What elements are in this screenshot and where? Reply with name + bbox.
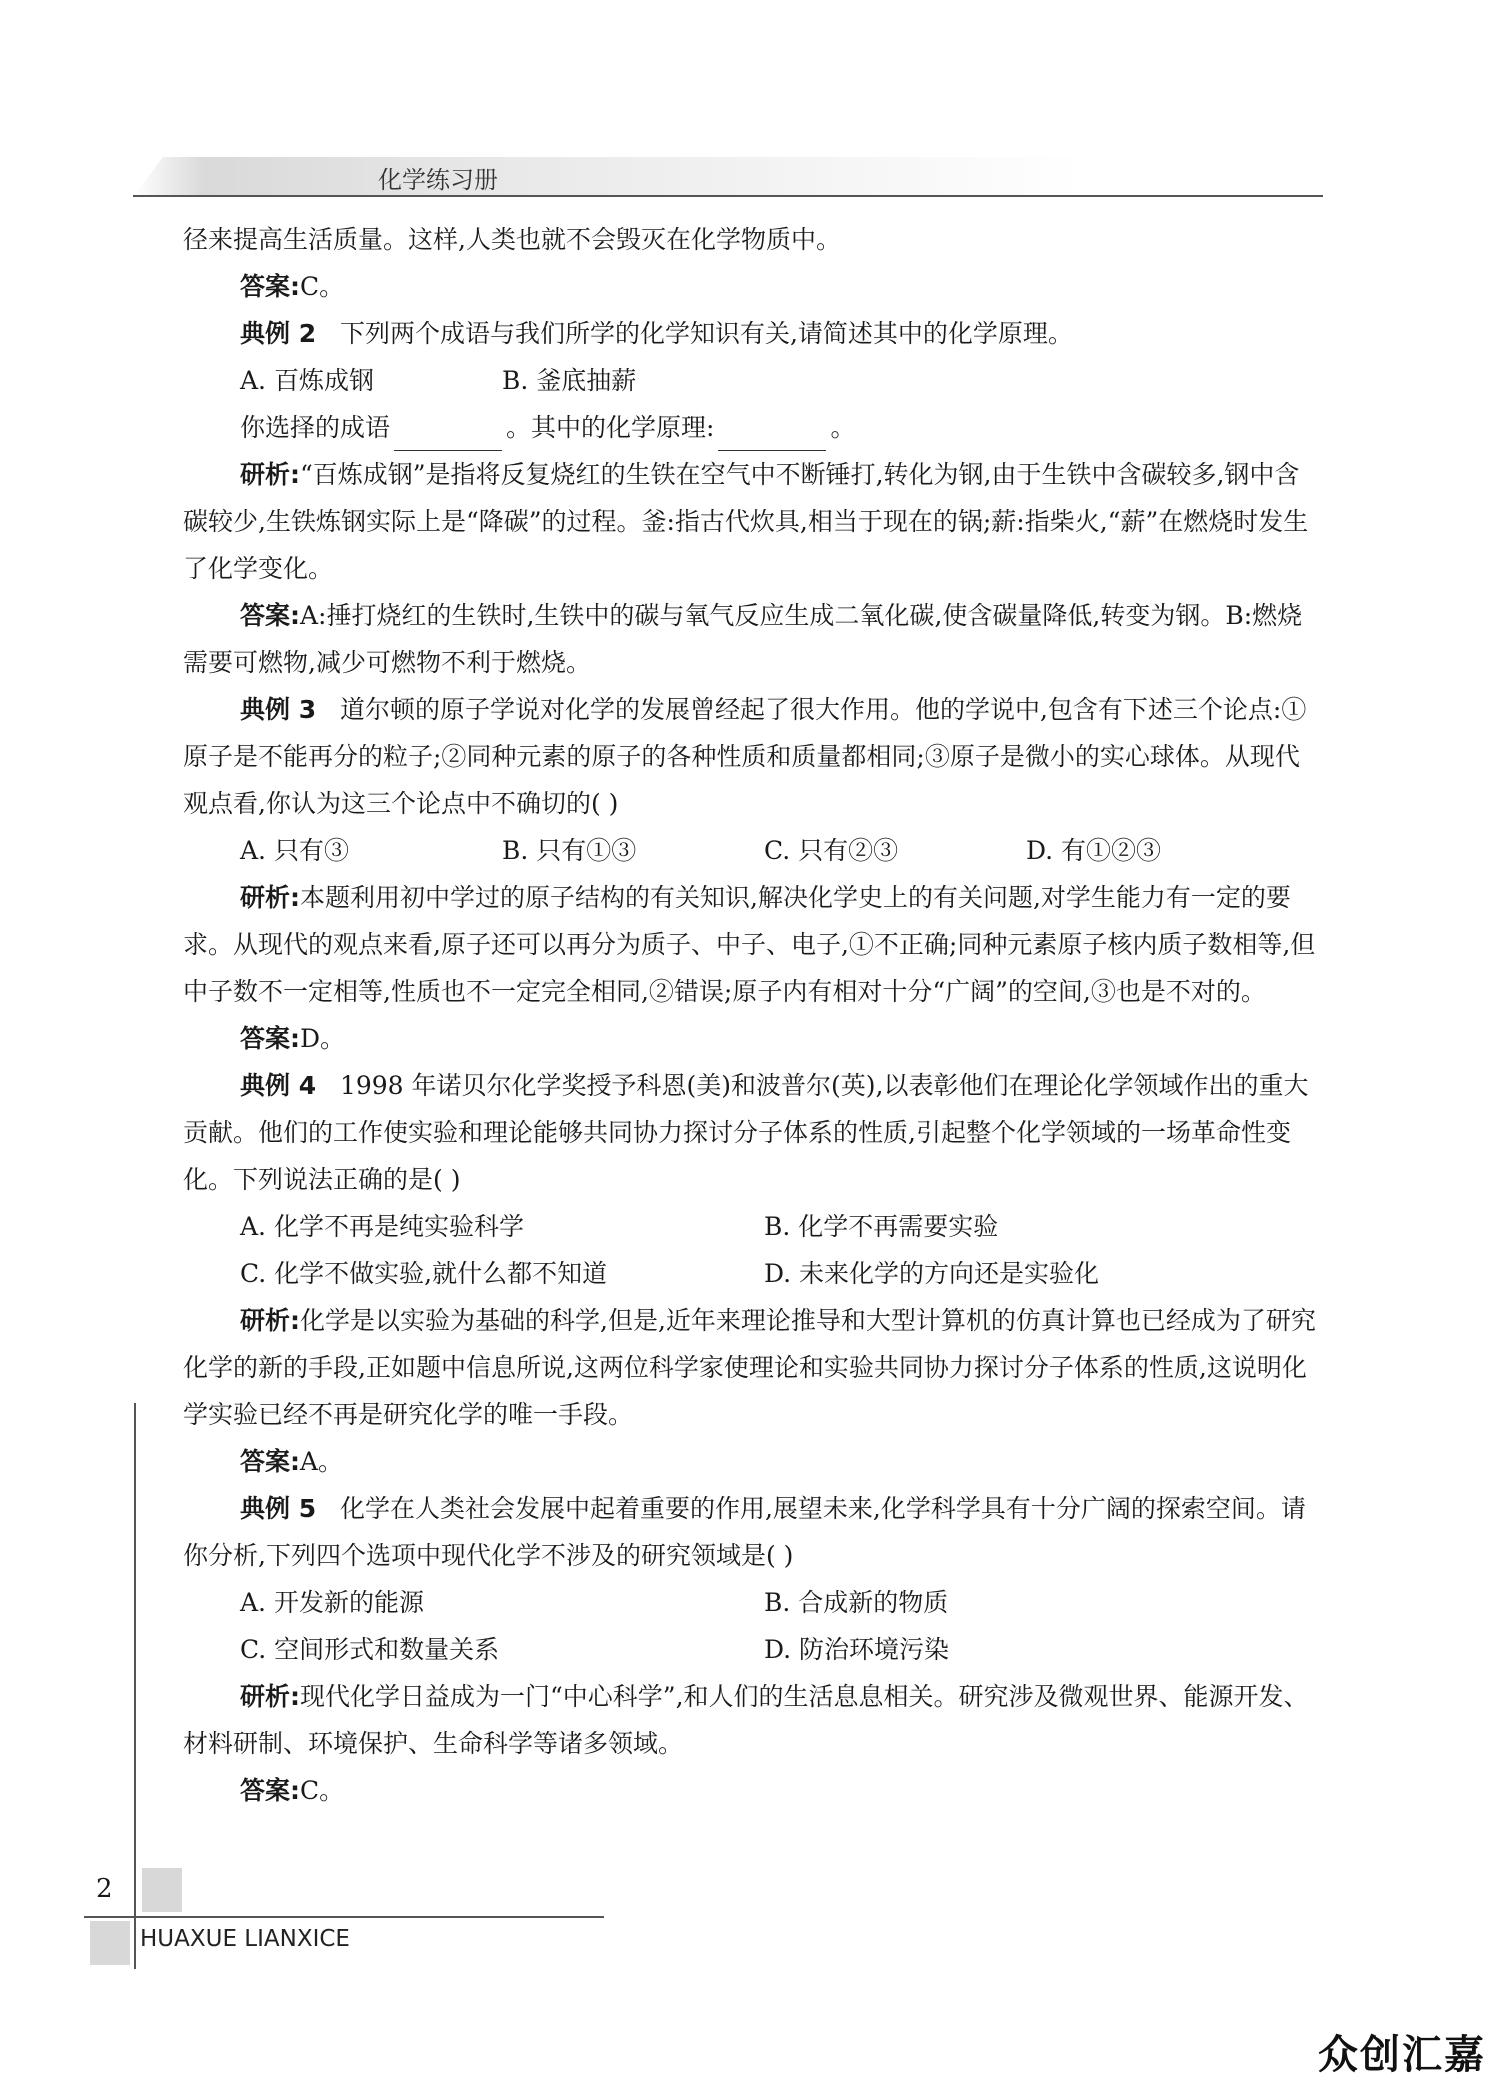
answer-4 [183,1438,1323,1485]
analysis-text: 本题利用初中学过的原子结构的有关知识,解决化学史上的有关问题,对学生能力有一定的要求。从现代的观点来看,原子还可以再分为质子、中子、电子,①不正确;同种元素原子核内质子数相等,但中子数不一定相等,性质也不一定完全相同,②错误;原子内有相对十分“广阔”的空间,③也是不对的。 [183,883,1316,1006]
option-a: A. 开发新的能源 [240,1588,424,1617]
example-3-options [183,827,1323,874]
header-band [133,157,1323,197]
option-b: B. 化学不再需要实验 [764,1212,999,1241]
option-a: A. 百炼成钢 [240,366,374,395]
example-4-options-row2 [183,1250,1323,1297]
option-b: B. 只有①③ [502,836,637,865]
page-body [183,216,1323,1814]
analysis-label: 研析: [240,1306,300,1335]
running-header-title: 化学练习册 [378,166,498,194]
example-4 [183,1062,1323,1203]
example-label: 典例 2 [240,319,317,348]
footer-rule [84,1916,604,1918]
example-label: 典例 3 [240,695,317,724]
analysis-4 [183,1297,1323,1438]
blank-principle[interactable] [718,424,826,451]
option-c: C. 只有②③ [764,836,899,865]
answer-text: A。 [300,1447,344,1476]
fill-in-line [183,404,1323,451]
footer-gray-block [142,1868,182,1912]
option-c: C. 化学不做实验,就什么都不知道 [240,1259,608,1288]
example-text: 道尔顿的原子学说对化学的发展曾经起了很大作用。他的学说中,包含有下述三个论点:①原子是不能再分的粒子;②同种元素的原子的各种性质和质量都相同;③原子是微小的实心球体。从现代观点看,你认为这三个论点中不确切的( ) [183,695,1307,818]
header-rule [133,195,1323,197]
example-label: 典例 5 [240,1494,317,1523]
example-5-options-row1 [183,1579,1323,1626]
option-a: A. 只有③ [240,836,349,865]
example-5-options-row2 [183,1626,1323,1673]
answer-1 [183,263,1323,310]
analysis-2 [183,451,1323,592]
fill-prompt-c: 。 [830,413,856,442]
answer-label: 答案: [240,1024,300,1053]
option-d: D. 防治环境污染 [764,1635,950,1664]
example-label: 典例 4 [240,1071,317,1100]
blank-idiom[interactable] [394,424,502,451]
example-text: 化学在人类社会发展中起着重要的作用,展望未来,化学科学具有十分广阔的探索空间。请你分析,下列四个选项中现代化学不涉及的研究领域是( ) [183,1494,1306,1570]
continued-paragraph: 径来提高生活质量。这样,人类也就不会毁灭在化学物质中。 [183,225,841,254]
answer-2 [183,592,1323,686]
analysis-text: 现代化学日益成为一门“中心科学”,和人们的生活息息相关。研究涉及微观世界、能源开发、材料研制、环境保护、生命科学等诸多领域。 [183,1682,1309,1758]
answer-label: 答案: [240,1447,300,1476]
answer-text: C。 [300,1776,345,1805]
analysis-label: 研析: [240,883,300,912]
analysis-text: 化学是以实验为基础的科学,但是,近年来理论推导和大型计算机的仿真计算也已经成为了研究化学的新的手段,正如题中信息所说,这两位科学家使理论和实验共同协力探讨分子体系的性质,这说明化学实验已经不再是研究化学的唯一手段。 [183,1306,1316,1429]
option-b: B. 合成新的物质 [764,1588,949,1617]
example-3 [183,686,1323,827]
option-b: B. 釜底抽薪 [502,366,637,395]
example-text: 下列两个成语与我们所学的化学知识有关,请简述其中的化学原理。 [339,319,1073,348]
example-text: 1998 年诺贝尔化学奖授予科恩(美)和波普尔(英),以表彰他们在理论化学领域作出的重大贡献。他们的工作使实验和理论能够共同协力探讨分子体系的性质,引起整个化学领域的一场革命性变化。下列说法正确的是( ) [183,1071,1309,1194]
answer-label: 答案: [240,601,300,630]
analysis-5 [183,1673,1323,1767]
example-5 [183,1485,1323,1579]
example-4-options-row1 [183,1203,1323,1250]
fill-prompt-a: 你选择的成语 [240,413,391,442]
answer-5 [183,1767,1323,1814]
answer-text: C。 [300,272,345,301]
fill-prompt-b: 。其中的化学原理: [506,413,715,442]
option-d: D. 未来化学的方向还是实验化 [764,1259,1100,1288]
page-number: 2 [96,1874,113,1904]
answer-text: A:捶打烧红的生铁时,生铁中的碳与氧气反应生成二氧化碳,使含碳量降低,转变为钢。B:燃烧需要可燃物,减少可燃物不利于燃烧。 [183,601,1303,677]
example-2-options [183,357,1323,404]
answer-label: 答案: [240,1776,300,1805]
analysis-label: 研析: [240,460,300,489]
analysis-3 [183,874,1323,1015]
series-name: HUAXUE LIANXICE [140,1926,350,1952]
margin-vertical-rule [134,1403,136,1969]
answer-label: 答案: [240,272,300,301]
analysis-text: “百炼成钢”是指将反复烧红的生铁在空气中不断锤打,转化为钢,由于生铁中含碳较多,钢中含碳较少,生铁炼钢实际上是“降碳”的过程。釜:指古代炊具,相当于现在的锅;薪:指柴火,“薪”在燃烧时发生了化学变化。 [183,460,1309,583]
option-d: D. 有①②③ [1026,836,1162,865]
example-2 [183,310,1323,357]
watermark-logo: 众创汇嘉 [1318,2032,1486,2078]
answer-3 [183,1015,1323,1062]
answer-text: D。 [300,1024,346,1053]
option-c: C. 空间形式和数量关系 [240,1635,500,1664]
footer-gray-block [90,1921,130,1965]
analysis-label: 研析: [240,1682,300,1711]
option-a: A. 化学不再是纯实验科学 [240,1212,524,1241]
